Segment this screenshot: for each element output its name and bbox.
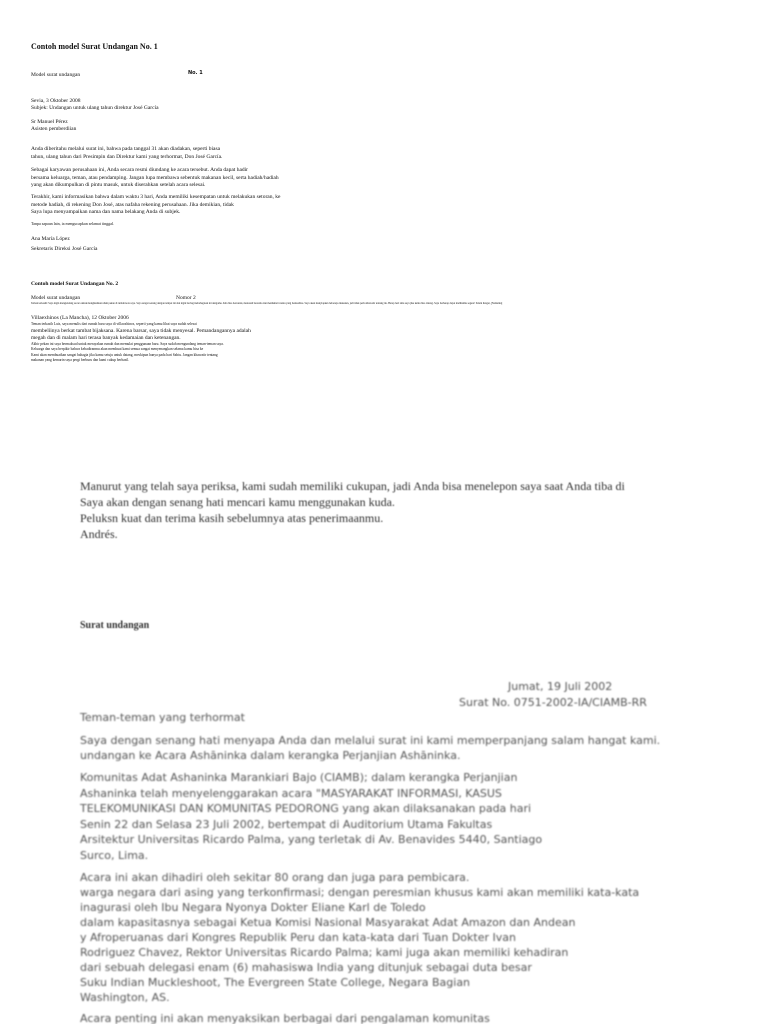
letter1-paragraph-2: [31, 167, 279, 190]
letter1-subject: Subjek: Undangan untuk ulang tahun direktur José García: [31, 105, 159, 111]
paragraph-line: y Afroperuanas dari Kongres Republik Peru dan kata-kata dari Tuan Dokter Ivan: [80, 931, 516, 944]
paragraph-line: Surco, Lima.: [80, 848, 149, 862]
letter2-model-label: Model surat undangan: [31, 295, 81, 301]
paragraph-line: Peluksn kuat dan terima kasih sebelumnya atas penerimaanmu.: [80, 511, 384, 525]
letter2-date: Villaexhinos (La Mancha), 12 Oktober 2006: [31, 315, 129, 321]
paragraph-line: Manurut yang telah saya periksa, kami sudah memiliki cukupan, jadi Anda bisa menelepon saya saat Anda tiba di: [80, 479, 625, 493]
letter3-date: Jumat, 19 Juli 2002: [508, 680, 613, 693]
paragraph-line: Senin 22 dan Selasa 23 Juli 2002, bertempat di Auditorium Utama Fakultas: [80, 817, 493, 831]
paragraph-line: Kami akan membuatkan sangat bahagia jika kamu setuju untuk datang, meskipun hanya pada hari Sabtu. Jangan khawatir tentang: [31, 352, 218, 357]
paragraph-line: Teman terkasih Luis, saya menulis dari rumah baru saya di villaoxhinos, seperti yang kamu lihat saya sudah selesai: [31, 322, 197, 326]
paragraph-line: tahun, ulang tahun dari Presimpin dan Direktur kami yang terhormat, Don José García.: [31, 153, 223, 160]
letter2-number-label: Nomor 2: [176, 295, 196, 301]
paragraph-line: Akhir pekan ini saya bermaksud untuk merayakan rumah dan memulai penggunaan baru. Saya sudah mengundang teman-teman saya.: [31, 341, 224, 346]
paragraph-line: Terakhir, kami informasikan bahwa dalam waktu 3 hari, Anda memiliki kesempatan untuk melakukan setoran, ke: [31, 194, 281, 200]
paragraph-line: Ashaninka telah menyelenggarakan acara "MASYARAKAT INFORMASI, KASUS: [80, 786, 502, 800]
letter2-long-line: Teman terkasih: Saya ingin mengundang secara untuk mengikutikan ulkin pekan di rumah kota saya. Saya sangat senang dengan tempat ini dan ingin berbagi kebahagiaan ini dengamu. Kita bisa bersantai, menonah bersama dan menikmati waktu yang berkualitas. Saya akan menyiapkan beberapa makanan, jadi tidak perlu khawatir tentang itu. Harap beri tahu saya jika kamu bisa datang. Saya berharap dapat melihatmu segera! Salam hangat, [Namamu]: [31, 302, 503, 305]
letter2-body: [31, 322, 251, 364]
paragraph-line: Suku Indian Muckleshoot, The Evergreen State College, Negara Bagian: [80, 976, 471, 989]
letter1-signature-name: Ana María López: [31, 236, 70, 242]
paragraph-line: bersama keluarga, teman, atau pendamping. Jangan lupa membawa sebentuk makanan kecil, serta hadiah/hadiah: [31, 174, 279, 181]
letter3-paragraph-4-partial: Acara penting ini akan menyaksikan berbagai dari pengalaman komunitas: [80, 1012, 490, 1024]
paragraph-line: Rodriguez Chavez, Rektor Universitas Ricardo Palma; kami juga akan memiliki kehadiran: [80, 946, 569, 959]
blurred-letter-ending: [80, 478, 625, 542]
letter1-number-label: No. 1: [188, 70, 203, 76]
paragraph-line: Sebagai karyawan perusahaan ini, Anda secara resmi diundang ke acara tersebut. Anda dapat hadir: [31, 167, 249, 173]
letter3-reference: Surat No. 0751-2002-IA/CIAMB-RR: [459, 696, 647, 709]
paragraph-line: makanan yang kemarin saya pergi berburu dan kami cukup berhasil.: [31, 358, 130, 362]
letter1-closing-note: Tanpa sapaan lain, ia mengucapkan selamat tinggal.: [31, 221, 115, 226]
letter1-date: Sevia, 3 Oktober 2008: [31, 98, 81, 104]
paragraph-line: undangan ke Acara Ashāninka dalam kerangka Perjanjian Ashāninka.: [80, 749, 461, 762]
paragraph-line: Saya akan dengan senang hati mencari kamu menggunakan kuda.: [80, 495, 395, 509]
letter3-heading: Surat undangan: [80, 620, 150, 631]
letter1-paragraph-1: [31, 146, 222, 161]
letter1-signature-title: Sekretaris Direksi José García: [31, 246, 98, 252]
paragraph-line: Arsitektur Universitas Ricardo Palma, yang terletak di Av. Benavides 5440, Santiago: [80, 833, 543, 846]
paragraph-line: Acara ini akan dihadiri oleh sekitar 80 orang dan juga para pembicara.: [80, 871, 470, 884]
paragraph-line: dari sebuah delegasi enam (6) mahasiswa India yang ditunjuk sebagai duta besar: [80, 961, 532, 974]
letter1-recipient-name: Sr Manuel Pérez: [31, 119, 68, 125]
paragraph-line: Anda diberitahu melalui surat ini, bahwa pada tanggal 31 akan diadakan, seperti biasa: [31, 146, 221, 152]
letter3-salutation: Teman-teman yang terhormat: [80, 711, 245, 724]
paragraph-line: Saya lupa menyampaikan nama dan nama belakang Anda di subjek.: [31, 209, 181, 215]
paragraph-line: inagurasi oleh Ibu Negara Nyonya Dokter Eliane Karl de Toledo: [80, 901, 426, 914]
letter3-paragraph-2: [80, 770, 542, 863]
paragraph-line: TELEKOMUNIKASI DAN KOMUNITAS PEDORONG yang akan dilaksanakan pada hari: [80, 802, 532, 815]
paragraph-line: Andrés.: [80, 527, 118, 541]
paragraph-line: Saya dengan senang hati menyapa Anda dan melalui surat ini kami memperpanjang salam hangat kami.: [80, 734, 661, 747]
paragraph-line: warga negara dari asing yang terkonfirmasi; dengan peresmian khusus kami akan memiliki kata-kata: [80, 886, 640, 899]
letter3-paragraph-1: [80, 733, 660, 763]
paragraph-line: megah dan di malam hari terasa banyak kedamaian dan ketenangan.: [31, 334, 181, 341]
paragraph-line: Komunitas Adat Ashaninka Marankiari Bajo (CIAMB); dalam kerangka Perjanjian: [80, 771, 518, 784]
letter1-model-label: Model surat undangan: [31, 72, 81, 78]
letter2-heading: Contoh model Surat Undangan No. 2: [31, 281, 119, 287]
paragraph-line: yang akan dikumpulkan di pintu masuk, untuk diserahkan setelah acara selesai.: [31, 182, 206, 188]
letter1-recipient-title: Asisten pemberdiian: [31, 126, 77, 132]
paragraph-line: Washington, AS.: [80, 991, 170, 1004]
letter3-paragraph-3: [80, 870, 639, 1005]
letter1-paragraph-3: [31, 194, 280, 217]
paragraph-line: dalam kapasitasnya sebagai Ketua Komisi Nasional Masyarakat Adat Amazon dan Andean: [80, 916, 576, 929]
paragraph-line: membeliinya berkat tambat bijaksana. Karena barsar, saya tidak menyesal. Pemandangannya adalah: [31, 327, 251, 334]
paragraph-line: metode hadiah, di rekening Don José, atas nafaha rekening perusahaan. Jika demikian, tidak: [31, 201, 234, 208]
paragraph-line: Keluarga dan saya berpikir bahwa kehadiranmu akan membuat kami semua sangat menyenangkan selama kamu bisa ke: [31, 347, 204, 351]
letter1-heading: Contoh model Surat Undangan No. 1: [31, 42, 158, 51]
